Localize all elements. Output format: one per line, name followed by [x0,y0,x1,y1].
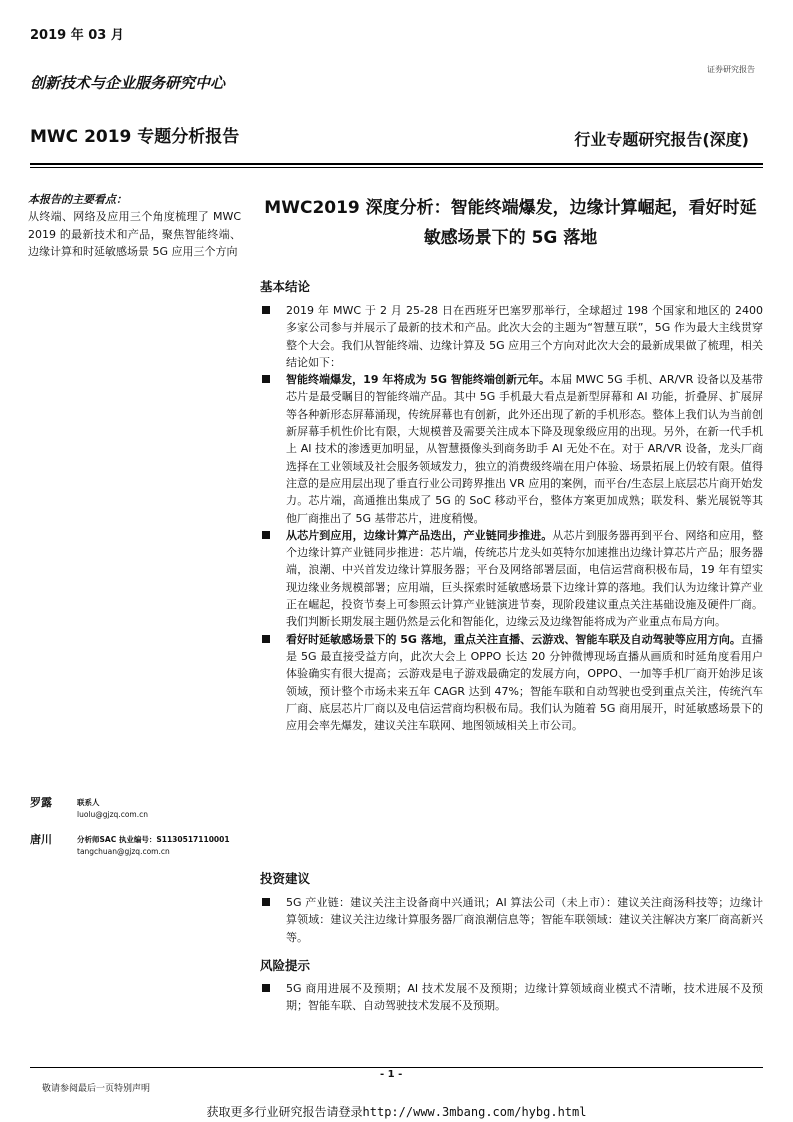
footer-rule [30,1067,763,1068]
author-email[interactable]: tangchuan@gjzq.com.cn [77,847,170,856]
author-name: 唐川 [30,833,52,846]
report-tag: 证券研究报告 [707,65,755,74]
author-role: 联系人 [77,798,100,807]
bullet-square-icon [262,898,270,906]
bullet-square-icon [262,375,270,383]
report-date: 2019 年 03 月 [30,28,124,43]
bullet-square-icon [262,635,270,643]
bullet-square-icon [262,306,270,314]
report-type: 行业专题研究报告(深度) [574,130,749,149]
list-item: 5G 产业链：建议关注主设备商中兴通讯；AI 算法公司（未上市）：建议关注商汤科技等；边缘计算领域：建议关注边缘计算服务器厂商浪潮信息等；智能车联领域：建议关注解决方案厂商高新兴等。 [262,894,763,946]
list-item: 智能终端爆发，19 年将成为 5G 智能终端创新元年。本届 MWC 5G 手机、AR/VR 设备以及基带芯片是最受瞩目的智能终端产品。其中 5G 手机最大看点是新型屏幕和 AI 功能，折叠屏、扩展屏等各种新形态屏幕涌现，传统屏幕也有创新，此外还出现了新的手机形态。整体上我们认为当前创新屏幕手机性价比有限，大规模普及需要关注成本下降及现象级应用的出现。另外，在新一代手机上 AI 技术的渗透更加明显，从智慧摄像头到商务助手 AI 无处不在。对于 AR/VR 设备，龙头厂商选择在工业领域及社会服务领域发力，独立的消费级终端在用户体验、场景拓展上仍较有限。值得注意的是应用层出现了垂直行业公司跨界推出 VR 应用的案例，而平台/生态层上底层芯片商开始发力。芯片端，高通推出集成了 5G 的 SoC 移动平台，整体方案更加成熟；联发科、紫光展锐等其他厂商推出了 5G 基带芯片，进度稍慢。 [262,371,763,527]
sidebar-heading: 本报告的主要看点： [28,193,127,206]
investment-list [262,894,763,946]
more-reports-link[interactable]: 获取更多行业研究报告请登录http://www.3mbang.com/hybg.html [206,1105,587,1119]
list-item: 2019 年 MWC 于 2 月 25-28 日在西班牙巴塞罗那举行，全球超过 198 个国家和地区的 2400 多家公司参与并展示了最新的技术和产品。此次大会的主题为“智慧互联”，5G 作为最大主线贯穿整个大会。我们从智能终端、边缘计算及 5G 应用三个方向对此次大会的最新成果做了梳理，相关结论如下： [262,302,763,371]
section-heading-investment: 投资建议 [260,871,311,886]
bullet-square-icon [262,984,270,992]
bullet-square-icon [262,531,270,539]
section-heading-conclusions: 基本结论 [260,279,311,294]
list-item: 看好时延敏感场景下的 5G 落地，重点关注直播、云游戏、智能车联及自动驾驶等应用方向。直播是 5G 最直接受益方向，此次大会上 OPPO 长达 20 分钟微博现场直播从画质和时延角度看用户体验确实有很大提高；云游戏是电子游戏最确定的发展方向，OPPO、一加等手机厂商开始涉足该领域，预计整个市场未来五年 CAGR 达到 47%；智能车联和自动驾驶也受到重点关注，传统汽车厂商、底层芯片厂商以及电信运营商均积极布局。我们认为随着 5G 商用展开，时延敏感场景下的应用会率先爆发，建议关注车联网、地图领域相关上市公司。 [262,631,763,735]
conclusions-list [262,302,763,734]
author-role: 分析师SAC 执业编号：S1130517110001 [77,835,230,844]
header-rule [30,163,763,165]
main-title: MWC2019 深度分析：智能终端爆发，边缘计算崛起，看好时延敏感场景下的 5G 落地 [264,198,757,248]
page-number: - 1 - [380,1069,403,1080]
header-rule-thin [30,167,763,168]
list-item: 5G 商用进展不及预期；AI 技术发展不及预期；边缘计算领域商业模式不清晰，技术进展不及预期；智能车联、自动驾驶技术发展不及预期。 [262,980,763,1015]
author-name: 罗露 [30,796,52,809]
author-email[interactable]: luolu@gjzq.com.cn [77,810,148,819]
research-center: 创新技术与企业服务研究中心 [30,74,226,92]
section-heading-risks: 风险提示 [260,958,311,973]
report-topic: MWC 2019 专题分析报告 [30,127,240,147]
sidebar-summary: 从终端、网络及应用三个角度梳理了 MWC 2019 的最新技术和产品，聚焦智能终端、边缘计算和时延敏感场景 5G 应用三个方向 [28,210,241,258]
risk-list [262,980,763,1015]
disclaimer-note: 敬请参阅最后一页特别声明 [42,1084,151,1094]
list-item: 从芯片到应用，边缘计算产品迭出，产业链同步推进。从芯片到服务器再到平台、网络和应用，整个边缘计算产业链同步推进：芯片端，传统芯片龙头如英特尔加速推出边缘计算芯片产品；服务器端，浪潮、中兴首发边缘计算服务器；平台及网络部署层面，电信运营商积极布局，19 年有望实现边缘业务规模部署；应用端，巨头探索时延敏感场景下边缘计算的落地。我们认为边缘计算产业正在崛起，投资节奏上可参照云计算产业链演进节奏，现阶段建议重点关注基础设施及硬件厂商。我们判断长期发展主题仍然是云化和智能化，边缘云及边缘智能将成为产业重点布局方向。 [262,527,763,631]
